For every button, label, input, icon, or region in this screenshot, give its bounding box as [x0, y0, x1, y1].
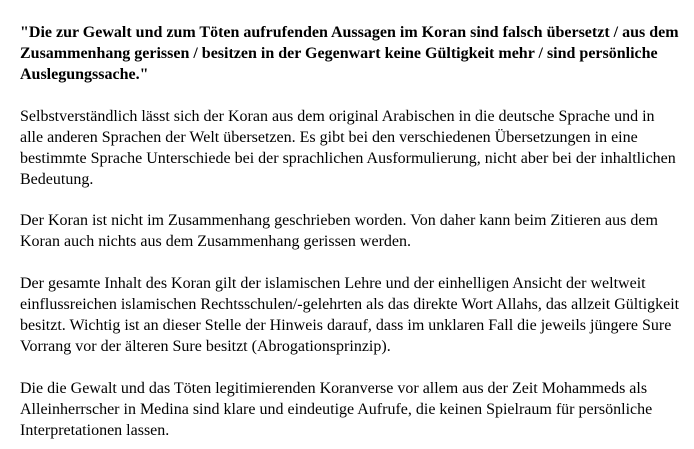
paragraph-context: Der Koran ist nicht im Zusammenhang geschrieben worden. Von daher kann beim Zitieren aus dem Koran auch nichts aus dem Zusammenhang gerissen werden. [20, 212, 658, 250]
document-heading: "Die zur Gewalt und zum Töten aufrufenden Aussagen im Koran sind falsch übersetzt / aus dem Zusammenhang gerissen / besitzen in der Gegenwart keine Gültigkeit mehr / sind persönliche Auslegungssache." [20, 24, 679, 83]
paragraph-translation: Selbstverständlich lässt sich der Koran aus dem original Arabischen in die deutsche Sprache und in alle anderen Sprachen der Welt übersetzen. Es gibt bei den verschiedenen Übersetzungen in eine bestimmte Sprache Unterschiede bei der sprachlichen Ausformulierung, nicht aber bei der inhaltlichen Bedeutung. [20, 108, 676, 188]
paragraph-interpretation: Die die Gewalt und das Töten legitimierenden Koranverse vor allem aus der Zeit Mohammeds als Alleinherrscher in Medina sind klare und eindeutige Aufrufe, die keinen Spielraum für persönliche Interpretationen lassen. [20, 380, 653, 439]
paragraph-validity: Der gesamte Inhalt des Koran gilt der islamischen Lehre und der einhelligen Ansicht der weltweit einflussreichen islamischen Rechtsschulen/-gelehrten als das direkte Wort Allahs, das allzeit Gültigkeit besitzt. Wichtig ist an dieser Stelle der Hinweis darauf, dass im unklaren Fall die jeweils jüngere Sure Vorrang vor der älteren Sure besitzt (Abrogationsprinzip). [20, 275, 680, 355]
